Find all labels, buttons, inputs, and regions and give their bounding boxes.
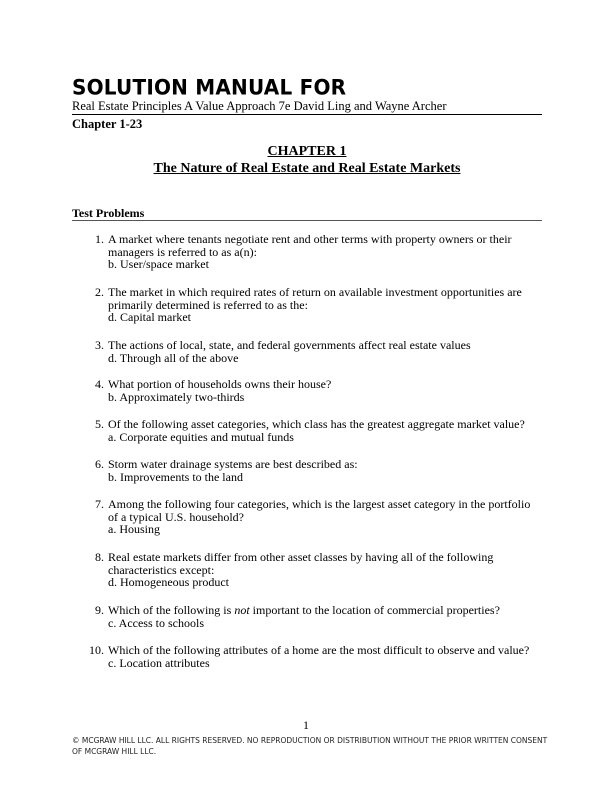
- question-item: [88, 644, 538, 669]
- question-stem: The actions of local, state, and federal governments affect real estate values: [108, 338, 471, 352]
- question-stem: The market in which required rates of return on available investment opportunities are primarily determined is referred to as the:: [108, 285, 522, 312]
- question-answer: b. Approximately two-thirds: [108, 389, 245, 404]
- question-answer: d. Homogeneous product: [108, 575, 229, 589]
- question-item: [88, 286, 538, 324]
- question-answer: c. Location attributes: [108, 655, 210, 670]
- section-divider: [72, 220, 542, 221]
- document-banner-title: SOLUTION MANUAL FOR: [72, 74, 347, 100]
- question-number: 1.: [95, 232, 104, 246]
- header-divider: [72, 114, 542, 115]
- question-number: 10.: [89, 643, 104, 657]
- question-item: [88, 339, 538, 364]
- question-stem-start: Which of the following is: [108, 603, 235, 617]
- question-item: [88, 378, 538, 403]
- question-answer: b. User/space market: [108, 257, 209, 271]
- question-stem-end: important to the location of commercial properties?: [249, 603, 500, 617]
- chapter-range: Chapter 1-23: [72, 117, 143, 131]
- copyright-footer: © MCGRAW HILL LLC. ALL RIGHTS RESERVED. NO REPRODUCTION OR DISTRIBUTION WITHOUT THE PRIOR WRITTEN CONSENT OF MCGRAW HILL LLC.: [72, 736, 548, 756]
- question-number: 7.: [95, 497, 104, 511]
- question-stem-emphasis: not: [234, 603, 250, 617]
- book-subtitle: Real Estate Principles A Value Approach 7e David Ling and Wayne Archer: [72, 99, 447, 113]
- question-number: 4.: [95, 377, 104, 391]
- question-stem: Storm water drainage systems are best described as:: [108, 457, 358, 471]
- section-title: Test Problems: [72, 206, 145, 220]
- question-answer: a. Corporate equities and mutual funds: [108, 429, 294, 444]
- question-item: [88, 604, 538, 629]
- chapter-heading: [72, 143, 542, 177]
- question-stem: Of the following asset categories, which class has the greatest aggregate market value?: [108, 417, 525, 431]
- question-number: 3.: [95, 338, 104, 352]
- question-number: 2.: [95, 285, 104, 299]
- question-stem: Among the following four categories, which is the largest asset category in the portfolio of a typical U.S. household?: [108, 497, 531, 524]
- question-number: 5.: [95, 417, 104, 431]
- question-stem: What portion of households owns their house?: [108, 377, 332, 391]
- question-item: [88, 551, 538, 589]
- question-item: [88, 498, 538, 536]
- question-answer: b. Improvements to the land: [108, 469, 243, 484]
- question-stem: Which of the following attributes of a home are the most difficult to observe and value?: [108, 643, 530, 657]
- question-number: 9.: [95, 603, 104, 617]
- question-item: [88, 233, 538, 271]
- question-stem: A market where tenants negotiate rent and other terms with property owners or their managers is referred to as a(n):: [108, 232, 512, 259]
- question-answer: a. Housing: [108, 522, 160, 536]
- question-item: [88, 418, 538, 443]
- chapter-title: The Nature of Real Estate and Real Estate Markets: [153, 161, 461, 176]
- question-item: [88, 458, 538, 483]
- page-number: 1: [303, 718, 309, 732]
- question-answer: d. Capital market: [108, 310, 191, 324]
- question-answer: c. Access to schools: [108, 615, 204, 630]
- question-number: 6.: [95, 457, 104, 471]
- question-stem: Real estate markets differ from other asset classes by having all of the following characteristics except:: [108, 550, 494, 577]
- question-number: 8.: [95, 550, 104, 564]
- question-answer: d. Through all of the above: [108, 350, 239, 365]
- chapter-label: CHAPTER 1: [267, 144, 347, 159]
- question-stem: [108, 604, 538, 617]
